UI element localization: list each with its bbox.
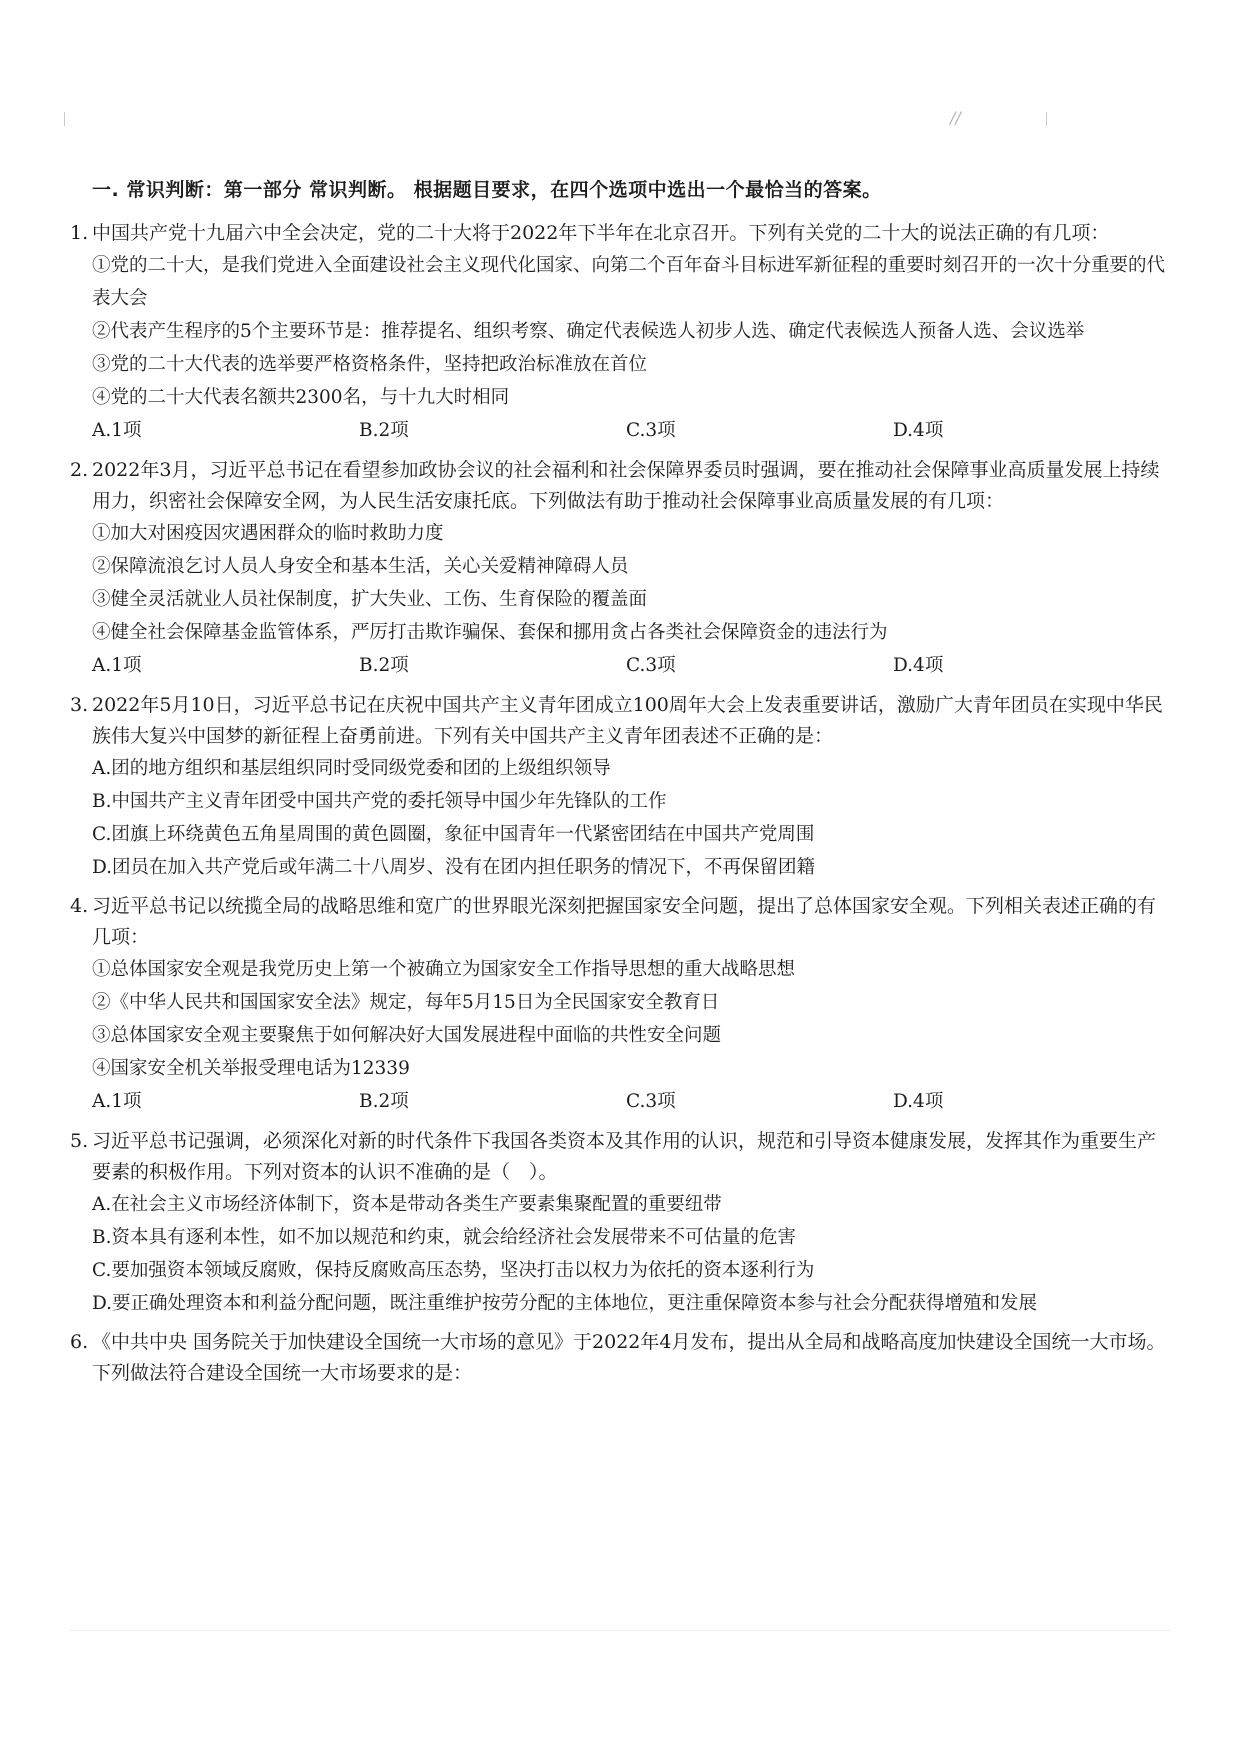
answer-option: A.在社会主义市场经济体制下，资本是带动各类生产要素集聚配置的重要纽带 (92, 1194, 722, 1215)
section-title: 一. 常识判断：第一部分 常识判断。 根据题目要求，在四个选项中选出一个最恰当的答案。 (92, 179, 882, 201)
question-text: 中国共产党十九届六中全会决定，党的二十大将于2022年下半年在北京召开。下列有关党的二十大的说法正确的有几项： (92, 222, 1110, 244)
question-4 (70, 891, 1170, 1119)
answer-option: B.资本具有逐利本性，如不加以规范和约束，就会给经济社会发展带来不可估量的危害 (92, 1227, 796, 1248)
question-number: 3. (70, 694, 89, 716)
statement-item: ③健全灵活就业人员社保制度，扩大失业、工伤、生育保险的覆盖面 (92, 589, 648, 610)
question-number: 6. (70, 1331, 89, 1353)
question-list (70, 218, 1170, 1389)
answer-option: C.3项 (626, 420, 676, 441)
question-number: 1. (70, 222, 89, 244)
statement-item: ③党的二十大代表的选举要严格资格条件，坚持把政治标准放在首位 (92, 354, 648, 375)
answer-option: B.2项 (359, 1091, 409, 1112)
statement-item: ②《中华人民共和国国家安全法》规定，每年5月15日为全民国家安全教育日 (92, 992, 720, 1013)
question-stem (70, 690, 1170, 752)
question-number: 5. (70, 1130, 89, 1152)
answer-option: D.4项 (893, 420, 944, 441)
question-stem (70, 891, 1170, 953)
answer-option: D.团员在加入共产党后或年满二十八周岁、没有在团内担任职务的情况下，不再保留团籍 (92, 857, 816, 878)
options-row (70, 1085, 1170, 1119)
question-stem (70, 1327, 1170, 1389)
question-stem (70, 455, 1170, 517)
statement-item: ②代表产生程序的5个主要环节是：推荐提名、组织考察、确定代表候选人初步人选、确定代表候选人预备人选、会议选举 (92, 321, 1085, 342)
answer-option: B.2项 (359, 655, 409, 676)
answer-option: B.中国共产主义青年团受中国共产党的委托领导中国少年先锋队的工作 (92, 791, 667, 812)
statement-item: ③总体国家安全观主要聚焦于如何解决好大国发展进程中面临的共性安全问题 (92, 1025, 722, 1046)
statement-item: ④健全社会保障基金监管体系，严厉打击欺诈骗保、套保和挪用贪占各类社会保障资金的违法行为 (92, 622, 888, 643)
question-3 (70, 690, 1170, 884)
options-row (70, 649, 1170, 683)
question-text: 2022年5月10日，习近平总书记在庆祝中国共产主义青年团成立100周年大会上发表重要讲话，激励广大青年团员在实现中华民族伟大复兴中国梦的新征程上奋勇前进。下列有关中国共产主义青年团表述不正确的是： (92, 694, 1163, 747)
answer-option: A.1项 (92, 1091, 142, 1112)
left-edge-mark (64, 112, 65, 126)
question-2 (70, 455, 1170, 683)
statement-item: ①加大对困疫因灾遇困群众的临时救助力度 (92, 523, 444, 544)
statement-item: ④党的二十大代表名额共2300名，与十九大时相同 (92, 387, 510, 408)
exam-page (70, 175, 1170, 1396)
question-6 (70, 1327, 1170, 1389)
answer-option: D.4项 (893, 655, 944, 676)
right-edge-mark (1046, 112, 1047, 126)
question-stem (70, 218, 1170, 249)
bottom-rule (70, 1630, 1170, 1631)
statement-item: ①总体国家安全观是我党历史上第一个被确立为国家安全工作指导思想的重大战略思想 (92, 959, 796, 980)
hash-mark: // (950, 108, 961, 127)
question-text: 2022年3月，习近平总书记在看望参加政协会议的社会福利和社会保障界委员时强调，要在推动社会保障事业高质量发展上持续用力，织密社会保障安全网，为人民生活安康托底。下列做法有助于推动社会保障事业高质量发展的有几项： (92, 459, 1160, 512)
answer-option: B.2项 (359, 420, 409, 441)
question-1 (70, 218, 1170, 448)
statement-item: ①党的二十大，是我们党进入全面建设社会主义现代化国家、向第二个百年奋斗目标进军新征程的重要时刻召开的一次十分重要的代表大会 (92, 255, 1166, 309)
question-5 (70, 1126, 1170, 1320)
answer-option: D.4项 (893, 1091, 944, 1112)
answer-option: A.团的地方组织和基层组织同时受同级党委和团的上级组织领导 (92, 758, 611, 779)
question-stem (70, 1126, 1170, 1188)
question-text: 《中共中央 国务院关于加快建设全国统一大市场的意见》于2022年4月发布，提出从全局和战略高度加快建设全国统一大市场。下列做法符合建设全国统一大市场要求的是： (92, 1331, 1166, 1384)
question-number: 4. (70, 895, 89, 917)
options-row (70, 414, 1170, 448)
answer-option: A.1项 (92, 420, 142, 441)
question-text: 习近平总书记以统揽全局的战略思维和宽广的世界眼光深刻把握国家安全问题，提出了总体国家安全观。下列相关表述正确的有几项： (92, 895, 1157, 948)
question-number: 2. (70, 459, 89, 481)
answer-option: C.团旗上环绕黄色五角星周围的黄色圆圈，象征中国青年一代紧密团结在中国共产党周围 (92, 824, 815, 845)
statement-item: ②保障流浪乞讨人员人身安全和基本生活，关心关爱精神障碍人员 (92, 556, 629, 577)
answer-option: C.3项 (626, 1091, 676, 1112)
answer-option: C.3项 (626, 655, 676, 676)
question-text: 习近平总书记强调，必须深化对新的时代条件下我国各类资本及其作用的认识，规范和引导资本健康发展，发挥其作为重要生产要素的积极作用。下列对资本的认识不准确的是（ ）。 (92, 1130, 1157, 1183)
answer-option: C.要加强资本领域反腐败，保持反腐败高压态势，坚决打击以权力为依托的资本逐利行为 (92, 1260, 815, 1281)
answer-option: D.要正确处理资本和利益分配问题，既注重维护按劳分配的主体地位，更注重保障资本参与社会分配获得增殖和发展 (92, 1293, 1038, 1314)
statement-item: ④国家安全机关举报受理电话为12339 (92, 1058, 410, 1079)
answer-option: A.1项 (92, 655, 142, 676)
